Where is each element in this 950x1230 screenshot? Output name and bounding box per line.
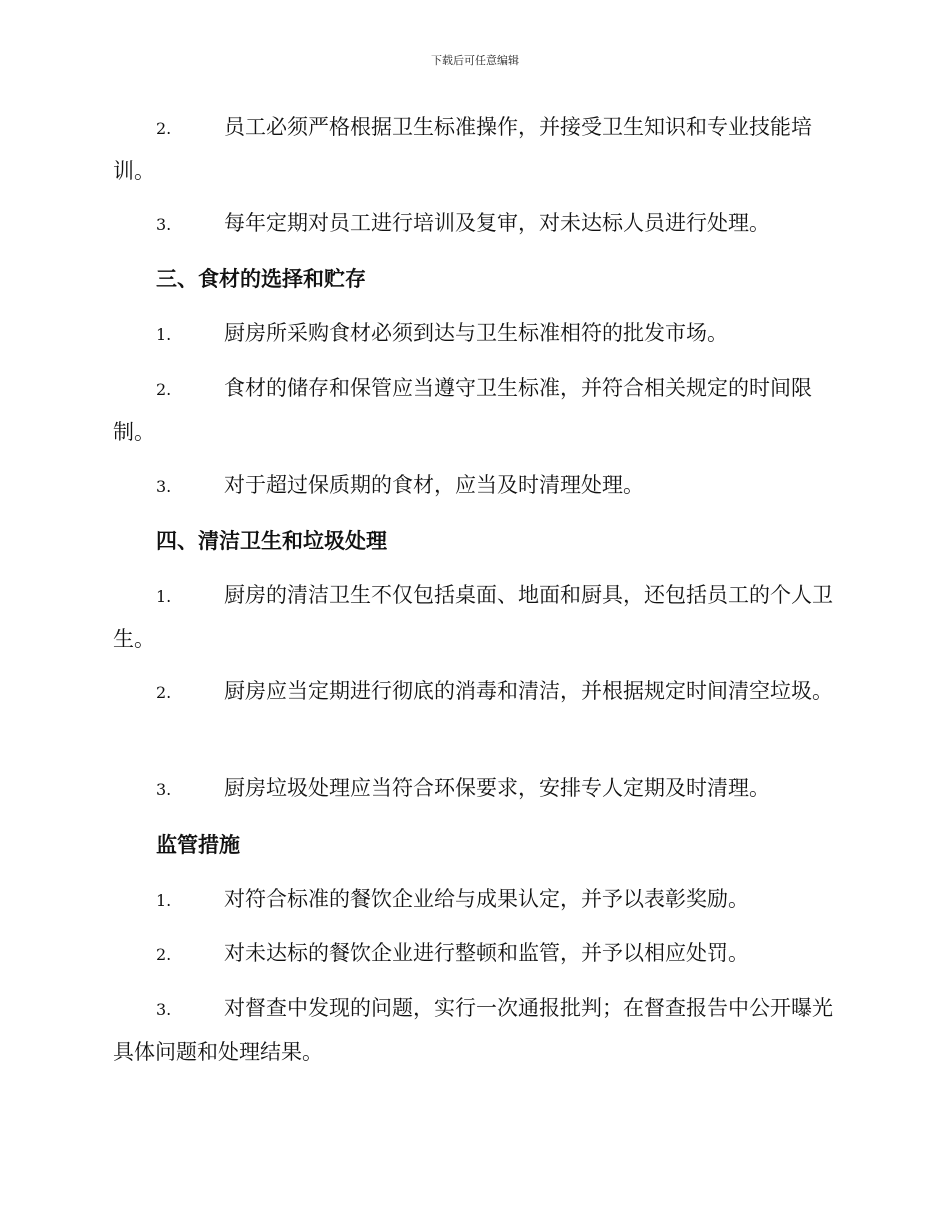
- item-text: 对未达标的餐饮企业进行整顿和监管，并予以相应处罚。: [224, 941, 749, 965]
- item-number: 2.: [156, 380, 172, 399]
- item-number: 1.: [156, 587, 172, 606]
- item-number: 1.: [156, 891, 172, 910]
- item-text: 对督查中发现的问题，实行一次通报批判；在督查报告中公开曝光具体问题和处理结果。: [113, 996, 833, 1064]
- list-item: [113, 878, 843, 922]
- item-text: 厨房垃圾处理应当符合环保要求，安排专人定期及时清理。: [224, 776, 770, 800]
- item-text: 对于超过保质期的食材，应当及时清理处理。: [224, 473, 644, 497]
- item-text: 员工必须严格根据卫生标准操作，并接受卫生知识和专业技能培训。: [113, 115, 812, 183]
- list-item: [113, 670, 843, 714]
- item-number: 3.: [156, 1000, 172, 1019]
- item-text: 食材的储存和保管应当遵守卫生标准，并符合相关规定的时间限制。: [113, 376, 812, 444]
- item-text: 厨房的清洁卫生不仅包括桌面、地面和厨具，还包括员工的个人卫生。: [113, 583, 833, 651]
- item-text: 每年定期对员工进行培训及复审，对未达标人员进行处理。: [224, 211, 770, 235]
- list-item: [113, 106, 843, 193]
- list-item: [113, 574, 843, 661]
- list-item: [113, 932, 843, 976]
- list-item: [113, 987, 843, 1074]
- section-heading: 三、食材的选择和贮存: [156, 266, 366, 291]
- list-item: [113, 464, 843, 508]
- item-number: 2.: [156, 119, 172, 138]
- item-text: 厨房所采购食材必须到达与卫生标准相符的批发市场。: [224, 321, 728, 345]
- item-number: 1.: [156, 325, 172, 344]
- item-number: 2.: [156, 945, 172, 964]
- item-text: 对符合标准的餐饮企业给与成果认定，并予以表彰奖励。: [224, 887, 749, 911]
- list-item: [113, 312, 843, 356]
- item-number: 3.: [156, 477, 172, 496]
- item-number: 3.: [156, 215, 172, 234]
- section-heading: 四、清洁卫生和垃圾处理: [156, 528, 387, 553]
- item-number: 3.: [156, 780, 172, 799]
- section-heading: 监管措施: [156, 832, 240, 857]
- item-text: 厨房应当定期进行彻底的消毒和清洁，并根据规定时间清空垃圾。: [224, 679, 833, 703]
- list-item: [113, 767, 843, 811]
- list-item: [113, 367, 843, 454]
- page-header-note: 下载后可任意编辑: [431, 54, 519, 67]
- list-item: [113, 202, 843, 246]
- item-number: 2.: [156, 683, 172, 702]
